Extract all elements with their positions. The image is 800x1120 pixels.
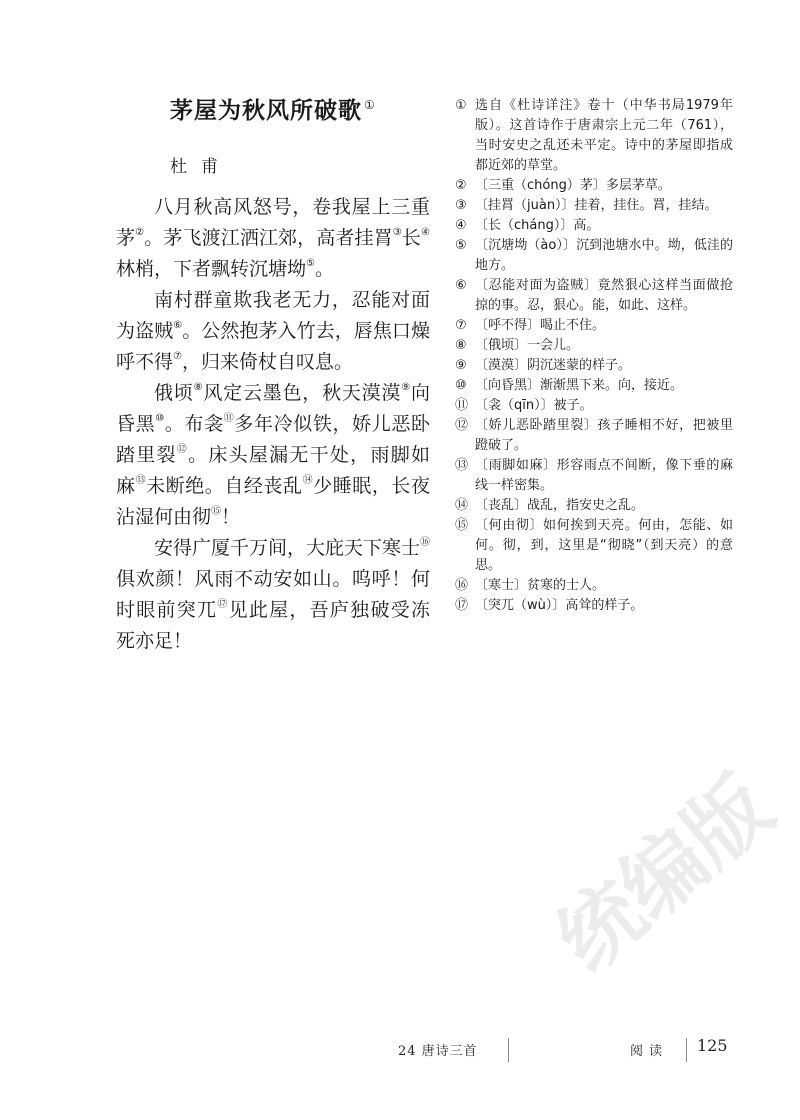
poem-title: 茅屋为秋风所破歌 ① xyxy=(170,97,376,124)
poem-text: 。 xyxy=(314,258,334,280)
footnote-number: ⑯ xyxy=(455,578,469,593)
footer-lesson: 24 唐诗三首 xyxy=(398,1044,478,1059)
poem-text: 少睡眠，长夜沾湿何由彻 xyxy=(116,475,430,528)
note-reference: ⑧ xyxy=(193,382,204,393)
footnote-text: 〔长（cháng）〕高。 xyxy=(475,218,600,233)
footnote xyxy=(455,196,733,216)
poem-text: 俱欢颜！风雨不动安如山。呜呼！何时眼前突兀 xyxy=(116,568,430,621)
footnote-number: ⑪ xyxy=(455,398,469,413)
poem-text: 见此屋，吾庐独破受冻死亦足！ xyxy=(116,599,430,652)
poem-text: 南村群童欺我老无力，忍能对面为盗贼 xyxy=(116,289,430,342)
footnote-text: 〔三重（chóng）茅〕多层茅草。 xyxy=(475,178,671,193)
note-reference: ⑨ xyxy=(401,382,411,393)
poem-text: 长 xyxy=(401,227,422,249)
watermark: 统编版 xyxy=(540,759,790,990)
footnote-text: 〔娇儿恶卧踏里裂〕孩子睡相不好，把被里蹬破了。 xyxy=(475,418,733,453)
note-reference: ⑤ xyxy=(306,258,315,269)
footnote-number: ⑦ xyxy=(455,318,467,333)
poem-stanza xyxy=(116,285,430,378)
footnote-text: 〔挂罥（juàn）〕挂着，挂住。罥，挂结。 xyxy=(475,198,718,213)
poem-author: 杜甫 xyxy=(170,157,232,177)
footnote xyxy=(455,316,733,336)
poem-text: 。茅飞渡江洒江郊，高者挂罥 xyxy=(144,227,393,249)
poem-text: ，归来倚杖自叹息。 xyxy=(181,351,353,373)
note-reference: ⑫ xyxy=(176,444,189,455)
footnote-number: ⑭ xyxy=(455,498,469,513)
footnote-text: 选自《杜诗详注》卷十（中华书局1979年版）。这首诗作于唐肃宗上元二年（761），当时安史之乱还未平定。诗中的茅屋即指成都近郊的草堂。 xyxy=(475,98,733,173)
poem-text: 。布衾 xyxy=(164,413,224,435)
footnote xyxy=(455,276,733,316)
page-number: 125 xyxy=(697,1036,728,1055)
footnote xyxy=(455,236,733,276)
footnote-number: ④ xyxy=(455,218,467,233)
title-note-mark: ① xyxy=(364,98,376,112)
poem-body xyxy=(116,192,430,657)
footnotes xyxy=(455,96,733,616)
footnote-number: ② xyxy=(455,178,467,193)
footnote xyxy=(455,216,733,236)
poem-stanza xyxy=(116,192,430,285)
footnote-number: ⑤ xyxy=(455,238,467,253)
poem-text: 林梢，下者飘转沉塘坳 xyxy=(116,258,307,280)
footnote-number: ⑮ xyxy=(455,518,469,533)
footnote-text: 〔雨脚如麻〕形容雨点不间断，像下垂的麻线一样密集。 xyxy=(475,458,733,493)
footnote-text: 〔漠漠〕阴沉迷蒙的样子。 xyxy=(475,358,632,373)
note-reference: ② xyxy=(135,227,145,238)
footnote-text: 〔突兀（wù）〕高耸的样子。 xyxy=(475,598,644,613)
footnote-number: ⑨ xyxy=(455,358,467,373)
footnote-text: 〔丧乱〕战乱，指安史之乱。 xyxy=(475,498,645,513)
footnote xyxy=(455,456,733,496)
footer-divider xyxy=(686,1038,687,1062)
footnote-text: 〔呼不得〕喝止不住。 xyxy=(475,318,606,333)
footnote-number: ⑬ xyxy=(455,458,469,473)
footnote xyxy=(455,356,733,376)
footnote-text: 〔沉塘坳（ào）〕沉到池塘水中。坳，低洼的地方。 xyxy=(475,238,733,273)
poem-text: 俄顷 xyxy=(154,382,194,404)
footnote xyxy=(455,376,733,396)
footer-divider xyxy=(508,1038,509,1062)
note-reference: ⑥ xyxy=(173,320,183,331)
footnote-number: ⑰ xyxy=(455,598,469,613)
footnote xyxy=(455,516,733,576)
note-reference: ⑰ xyxy=(217,599,229,610)
note-reference: ⑬ xyxy=(135,475,147,486)
footnote-text: 〔寒士〕贫寒的士人。 xyxy=(475,578,606,593)
poem-stanza xyxy=(116,378,430,533)
poem-text: 安得广厦千万间，大庇天下寒士 xyxy=(154,537,421,559)
poem-text: 风定云墨色，秋天漠漠 xyxy=(203,382,402,404)
note-reference: ⑮ xyxy=(211,506,222,517)
note-reference: ⑦ xyxy=(173,351,182,362)
footnote xyxy=(455,96,733,176)
poem-text: 未断绝。自经丧乱 xyxy=(146,475,303,497)
footnote-text: 〔忍能对面为盗贼〕竟然狠心这样当面做抢掠的事。忍，狠心。能，如此、这样。 xyxy=(475,278,733,313)
footnote-number: ③ xyxy=(455,198,467,213)
footer-section: 阅读 xyxy=(630,1044,669,1059)
footnote xyxy=(455,336,733,356)
footnote xyxy=(455,496,733,516)
footnote xyxy=(455,596,733,616)
footnote-text: 〔何由彻〕如何挨到天亮。何由，怎能、如何。彻，到，这里是“彻晓”（到天亮）的意思。 xyxy=(475,518,733,573)
note-reference: ⑭ xyxy=(302,475,314,486)
footnote-number: ⑥ xyxy=(455,278,467,293)
footnote-text: 〔向昏黑〕渐渐黑下来。向，接近。 xyxy=(475,378,684,393)
footnote xyxy=(455,396,733,416)
footnote-number: ① xyxy=(455,98,467,113)
poem-text: 。床头屋漏无干处，雨脚如麻 xyxy=(116,444,430,497)
footnote-number: ⑩ xyxy=(455,378,467,393)
poem-text: 八月秋高风怒号，卷我屋上三重茅 xyxy=(116,196,430,249)
footnote xyxy=(455,576,733,596)
footnote xyxy=(455,176,733,196)
note-reference: ⑩ xyxy=(155,413,165,424)
poem-text: 向昏黑 xyxy=(116,382,430,435)
poem-text: ！ xyxy=(221,506,241,528)
footnote-number: ⑫ xyxy=(455,418,469,433)
poem-text: 。公然抱茅入竹去，唇焦口燥呼不得 xyxy=(116,320,430,373)
poem-text: 多年冷似铁，娇儿恶卧踏里裂 xyxy=(116,413,430,466)
footnote-text: 〔衾（qīn）〕被子。 xyxy=(475,398,593,413)
footnote-text: 〔俄顷〕一会儿。 xyxy=(475,338,580,353)
note-reference: ⑯ xyxy=(420,537,431,548)
note-reference: ④ xyxy=(421,227,430,238)
note-reference: ⑪ xyxy=(223,413,235,424)
footnote-number: ⑧ xyxy=(455,338,467,353)
note-reference: ③ xyxy=(392,227,402,238)
footnote xyxy=(455,416,733,456)
poem-stanza xyxy=(116,533,430,657)
